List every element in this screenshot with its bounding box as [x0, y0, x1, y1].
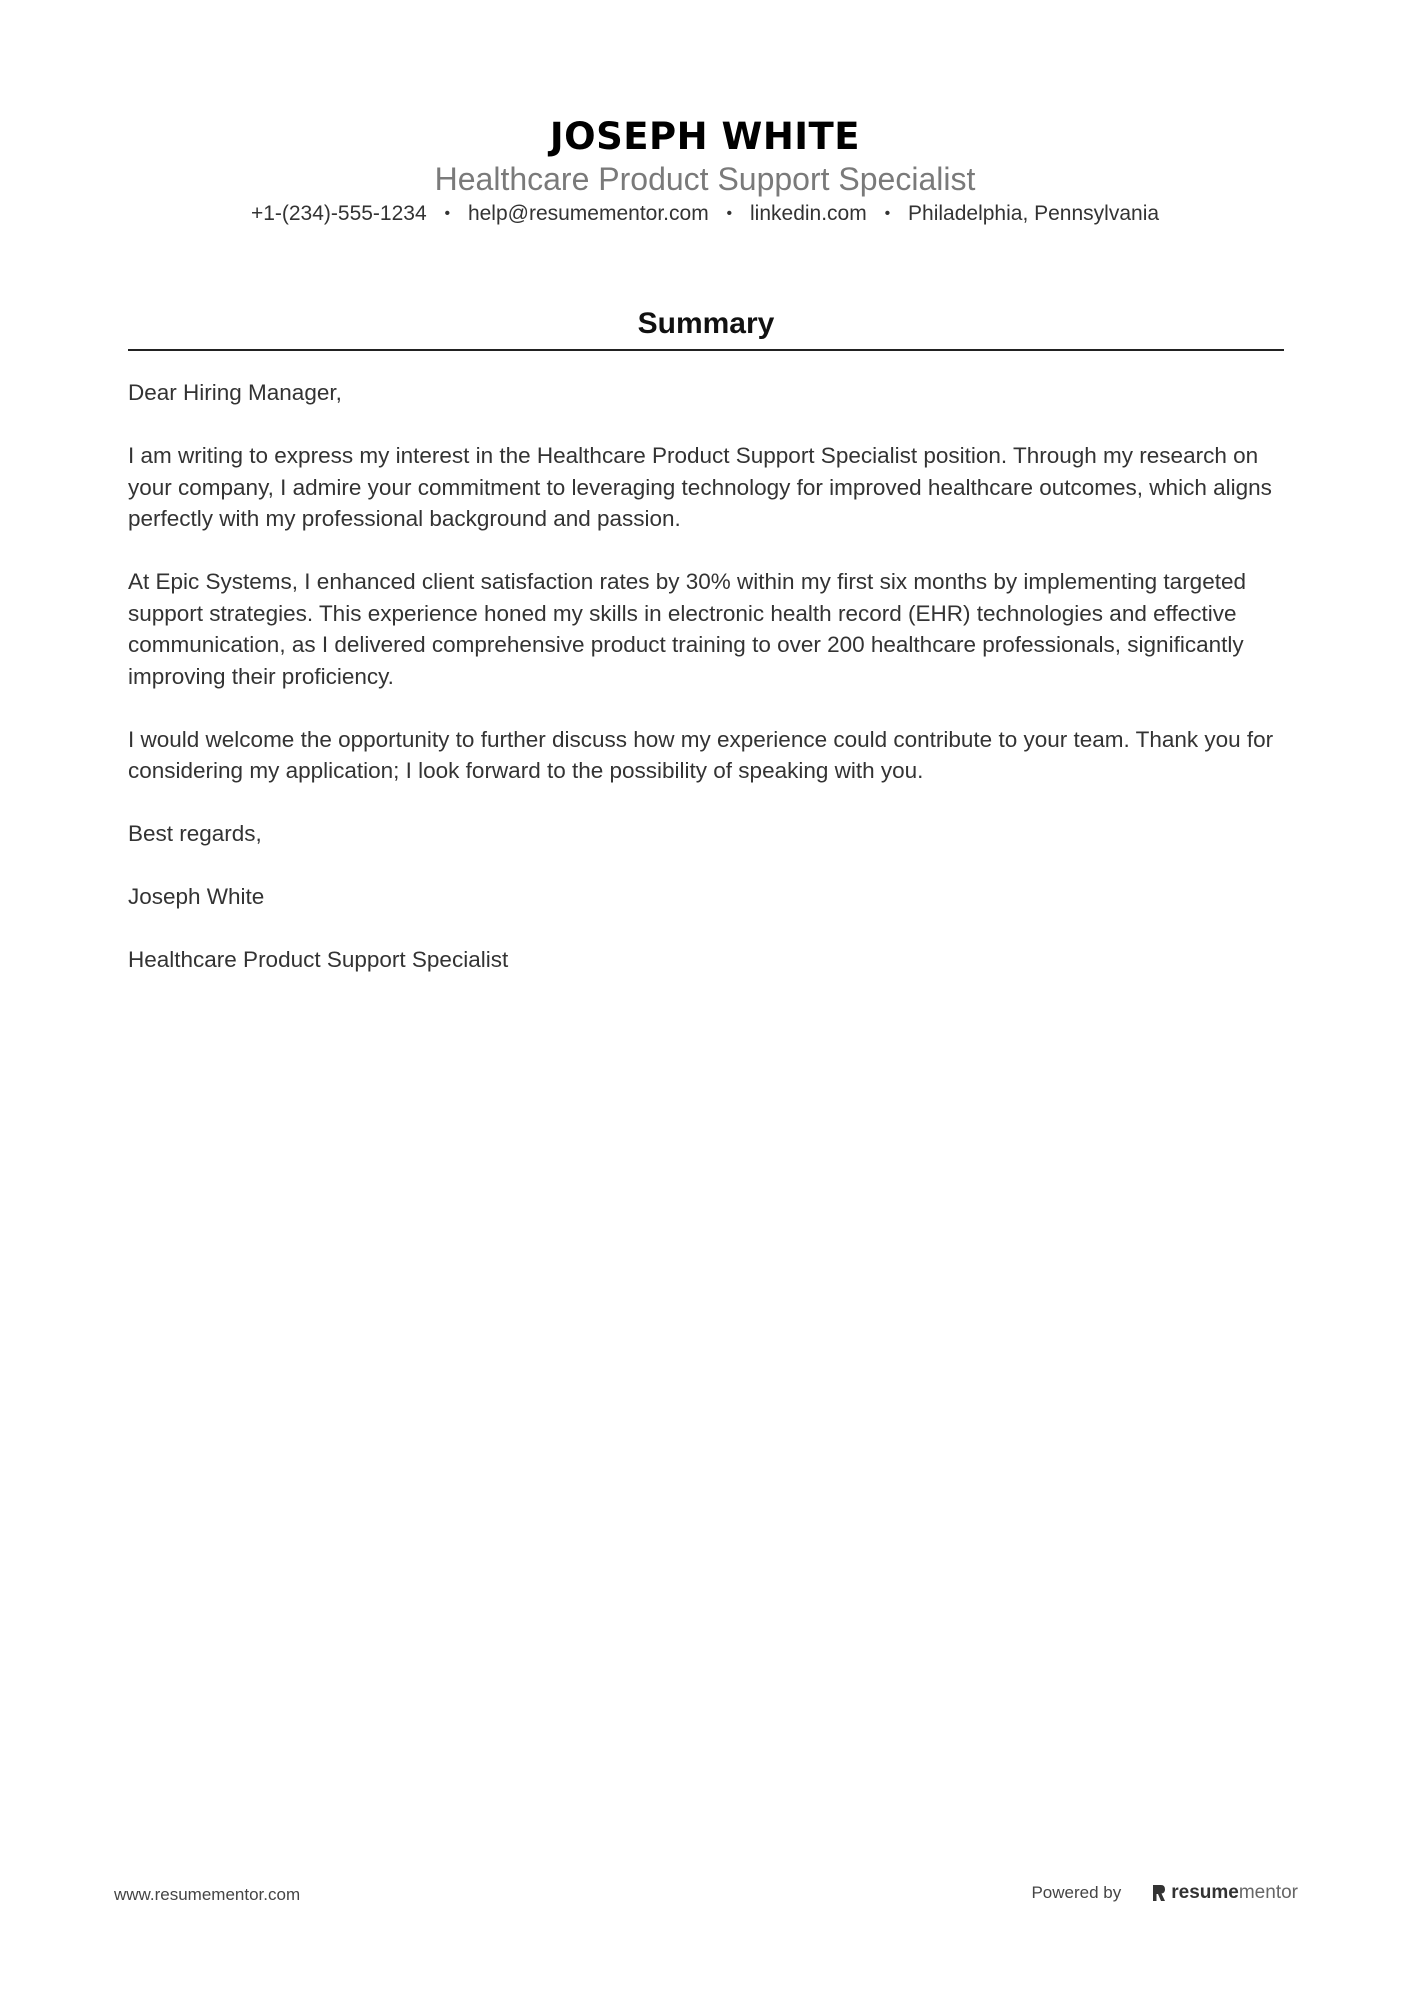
letter-signature: Joseph White	[128, 884, 265, 909]
letter-header	[0, 114, 1410, 228]
letter-signature-title: Healthcare Product Support Specialist	[128, 947, 509, 972]
contact-separator: •	[884, 205, 891, 222]
powered-by-label: Powered by	[1031, 1883, 1122, 1902]
letter-body	[128, 377, 1284, 1007]
letter-paragraph: I would welcome the opportunity to further discuss how my experience could contribute to your team. Thank you for considering my application; I look forward to the possibility of speaking with you.	[128, 726, 1274, 783]
letter-paragraph: I am writing to express my interest in the Healthcare Product Support Specialist position. Through my research on your company, I admire your commitment to leveraging technology for improved healthcare outcomes, which aligns perfectly with my professional background and passion.	[128, 443, 1272, 531]
brand-name-light: mentor	[1238, 1882, 1298, 1903]
contact-location: Philadelphia, Pennsylvania	[908, 202, 1160, 225]
section-divider	[128, 349, 1284, 351]
contact-phone: +1-(234)-555-1234	[250, 202, 427, 225]
contact-email: help@resumementor.com	[467, 202, 709, 225]
contact-separator: •	[726, 205, 733, 222]
resumementor-logo-icon	[1151, 1883, 1167, 1903]
section-title-summary: Summary	[637, 307, 775, 340]
contact-separator: •	[444, 205, 451, 222]
applicant-name: JOSEPH WHITE	[549, 115, 861, 158]
letter-closing: Best regards,	[128, 821, 262, 846]
footer-website: www.resumementor.com	[114, 1885, 301, 1904]
applicant-job-title: Healthcare Product Support Specialist	[434, 161, 976, 197]
letter-paragraph: At Epic Systems, I enhanced client satisfaction rates by 30% within my first six months by implementing targeted support strategies. This experience honed my skills in electronic health record (EHR) technologies and effective communication, as I delivered comprehensive product training to over 200 healthcare professionals, significantly improving their proficiency.	[128, 569, 1246, 689]
brand-name-bold: resume	[1171, 1882, 1239, 1903]
letter-greeting: Dear Hiring Manager,	[128, 380, 342, 405]
contact-linkedin: linkedin.com	[750, 202, 867, 225]
footer-branding	[1031, 1881, 1298, 1905]
contact-line	[0, 200, 1410, 228]
